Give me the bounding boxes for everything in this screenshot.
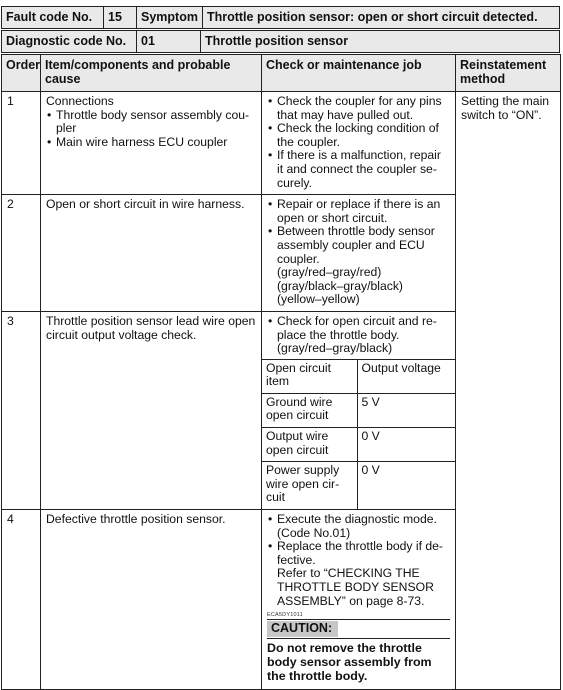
diagnostic-code-header <box>1 30 560 53</box>
list-item: • Check the locking condition of the coupler. <box>267 122 450 149</box>
list-item: • Execute the diagnostic mode. (Code No.01) <box>267 513 450 540</box>
list-item: • Throttle body sensor assembly cou-pler <box>46 109 256 136</box>
cause-title: Connections <box>46 94 114 108</box>
list-item <box>267 225 450 307</box>
caution-divider <box>267 638 450 639</box>
order-cell: 3 <box>2 311 41 509</box>
col-order: Order <box>2 55 41 92</box>
reinstatement-cell: Setting the main switch to “ON”. <box>456 92 561 690</box>
subtable-voltage: 0 V <box>357 428 455 462</box>
diag-code-label: Diagnostic code No. <box>2 31 137 53</box>
diag-code-value: 01 <box>137 31 201 53</box>
cause-cell: Defective throttle position sensor. <box>41 510 262 690</box>
caution-text: Do not remove the throttle body sensor assembly from the throttle body. <box>267 640 432 683</box>
wire-color-line: (gray/black–gray/black) <box>277 278 403 293</box>
check-cell <box>262 92 456 195</box>
check-list <box>267 513 450 608</box>
cause-cell <box>41 92 262 195</box>
list-item: • Check the coupler for any pins that may have pulled out. <box>267 95 450 122</box>
symptom-value: Throttle position sensor: open or short circuit detected. <box>202 7 559 29</box>
fault-code-label: Fault code No. <box>2 7 104 29</box>
check-cell <box>262 510 456 690</box>
subtable-header-row <box>262 359 455 393</box>
subtable-item: Power supply wire open cir-cuit <box>262 462 357 509</box>
troubleshooting-table <box>1 54 561 690</box>
subtable-row <box>262 428 455 462</box>
check-head <box>262 312 455 359</box>
subtable-item: Output wire open circuit <box>262 428 357 462</box>
col-check: Check or maintenance job <box>262 55 456 92</box>
subtable-voltage: 5 V <box>357 393 455 427</box>
cause-list <box>46 109 256 150</box>
check-text: Between throttle body sensor assembly coupler and ECU coupler. <box>277 224 435 266</box>
refer-text: Refer to “CHECKING THE THROTTLE BODY SENSOR ASSEMBLY” on page 8-73. <box>277 566 434 608</box>
fault-code-header <box>1 6 560 29</box>
list-item: • Main wire harness ECU coupler <box>46 136 256 150</box>
check-text: Check for open circuit and re-place the throttle body. <box>277 313 437 342</box>
voltage-subtable <box>262 359 455 509</box>
subtable-row <box>262 462 455 509</box>
subtable-head-voltage: Output voltage <box>357 359 455 393</box>
subtable-voltage: 0 V <box>357 462 455 509</box>
caution-label: CAUTION: <box>267 621 338 637</box>
caution-code-mark: ECA5DY1011 <box>267 612 303 619</box>
caution-rule <box>267 619 450 637</box>
check-cell <box>262 311 456 509</box>
wire-color-line: (gray/red–gray/black) <box>277 341 393 356</box>
table-header-row <box>2 55 561 92</box>
list-item: • If there is a malfunction, repair it and connect the coupler se-curely. <box>267 149 450 190</box>
check-cell <box>262 195 456 312</box>
col-reinstatement: Reinstatement method <box>456 55 561 92</box>
cause-cell: Throttle position sensor lead wire open circuit output voltage check. <box>41 311 262 509</box>
cause-cell: Open or short circuit in wire harness. <box>41 195 262 312</box>
order-cell: 1 <box>2 92 41 195</box>
order-cell: 2 <box>2 195 41 312</box>
subtable-item: Ground wire open circuit <box>262 393 357 427</box>
subtable-head-item: Open circuit item <box>262 359 357 393</box>
wire-color-line: (yellow–yellow) <box>277 292 360 307</box>
check-list <box>267 198 450 307</box>
order-cell: 4 <box>2 510 41 690</box>
check-text: Replace the throttle body if de-fective. <box>277 539 443 567</box>
list-item: • Repair or replace if there is an open or short circuit. <box>267 198 450 225</box>
list-item <box>267 540 450 608</box>
subtable-row <box>262 393 455 427</box>
wire-color-line: (gray/red–gray/red) <box>277 265 382 280</box>
table-row <box>2 92 561 195</box>
check-list <box>267 95 450 190</box>
col-item: Item/components and probable cause <box>41 55 262 92</box>
list-item <box>267 315 450 356</box>
symptom-label: Symptom <box>137 7 203 29</box>
check-list <box>267 315 450 356</box>
fault-code-value: 15 <box>104 7 137 29</box>
diag-code-desc: Throttle position sensor <box>201 31 560 53</box>
